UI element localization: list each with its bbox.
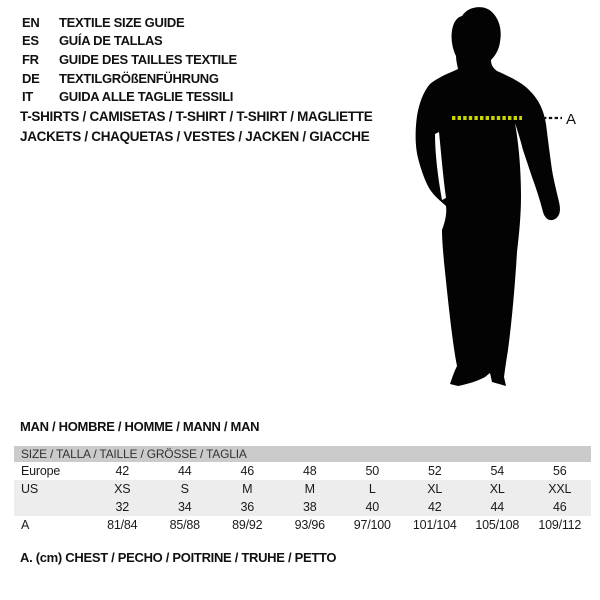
table-row	[14, 516, 591, 534]
size-cell: XL	[427, 482, 443, 496]
table-row	[14, 480, 591, 498]
size-cell: 85/88	[169, 518, 200, 532]
language-label: TEXTILE SIZE GUIDE	[59, 14, 185, 30]
size-cell: 56	[552, 464, 567, 478]
size-cell: 34	[177, 500, 192, 514]
size-cell: 44	[177, 464, 192, 478]
size-cell: 89/92	[232, 518, 263, 532]
size-cell: 42	[115, 464, 129, 478]
size-cell: 105/108	[475, 518, 520, 532]
size-cell: 81/84	[107, 518, 138, 532]
table-row	[14, 498, 591, 516]
size-table-header: SIZE / TALLA / TAILLE / GRÖSSE / TAGLIA	[14, 446, 591, 462]
size-cell: 42	[427, 500, 442, 514]
language-row	[22, 13, 237, 32]
language-label: GUIDA ALLE TAGLIE TESSILI	[59, 89, 234, 105]
size-cell: 52	[427, 464, 442, 478]
size-cell: XL	[489, 482, 505, 496]
size-cell: 38	[302, 500, 317, 514]
size-cell: 97/100	[353, 518, 391, 532]
size-cell: 44	[490, 500, 504, 514]
row-label: Europe	[21, 464, 61, 478]
size-cell: S	[180, 482, 189, 496]
language-row	[22, 87, 237, 106]
table-row	[14, 462, 591, 480]
size-cell: 40	[365, 500, 379, 514]
size-cell: 32	[115, 500, 129, 514]
language-row	[22, 50, 237, 69]
language-row	[22, 69, 237, 88]
language-row	[22, 32, 237, 51]
man-silhouette	[400, 0, 600, 400]
size-cell: 50	[365, 464, 379, 478]
size-cell: M	[242, 482, 253, 496]
size-table-body	[14, 462, 591, 534]
language-label: GUIDE DES TAILLES TEXTILE	[59, 51, 237, 67]
language-list	[22, 13, 237, 106]
footnote: A. (cm) CHEST / PECHO / POITRINE / TRUHE / PETTO	[20, 550, 337, 565]
category-list	[20, 109, 372, 149]
size-cell: L	[368, 482, 376, 496]
language-code: FR	[22, 51, 39, 67]
size-cell: XXL	[548, 482, 572, 496]
category-line: JACKETS / CHAQUETAS / VESTES / JACKEN / GIACCHE	[20, 129, 370, 144]
language-code: DE	[22, 70, 40, 86]
language-label: GUÍA DE TALLAS	[59, 33, 163, 49]
language-label: TEXTILGRÖßENFÜHRUNG	[59, 70, 219, 86]
size-cell: 93/96	[294, 518, 325, 532]
row-label: A	[21, 518, 30, 532]
size-cell: 109/112	[538, 518, 582, 532]
size-table	[14, 446, 591, 534]
man-silhouette-shape	[416, 7, 560, 386]
size-cell: XS	[114, 482, 131, 496]
language-code: EN	[22, 14, 40, 30]
language-code: ES	[22, 33, 39, 49]
language-code: IT	[22, 89, 33, 105]
size-cell: 48	[302, 464, 317, 478]
size-cell: 46	[552, 500, 567, 514]
size-cell: 46	[240, 464, 254, 478]
size-cell: 36	[240, 500, 254, 514]
section-title: MAN / HOMBRE / HOMME / MANN / MAN	[20, 419, 260, 434]
category-line: T-SHIRTS / CAMISETAS / T-SHIRT / T-SHIRT / MAGLIETTE	[20, 109, 373, 124]
size-cell: M	[304, 482, 315, 496]
row-label: US	[21, 482, 38, 496]
size-cell: 101/104	[412, 518, 457, 532]
measure-label-a: A	[566, 111, 577, 128]
size-cell: 54	[490, 464, 504, 478]
